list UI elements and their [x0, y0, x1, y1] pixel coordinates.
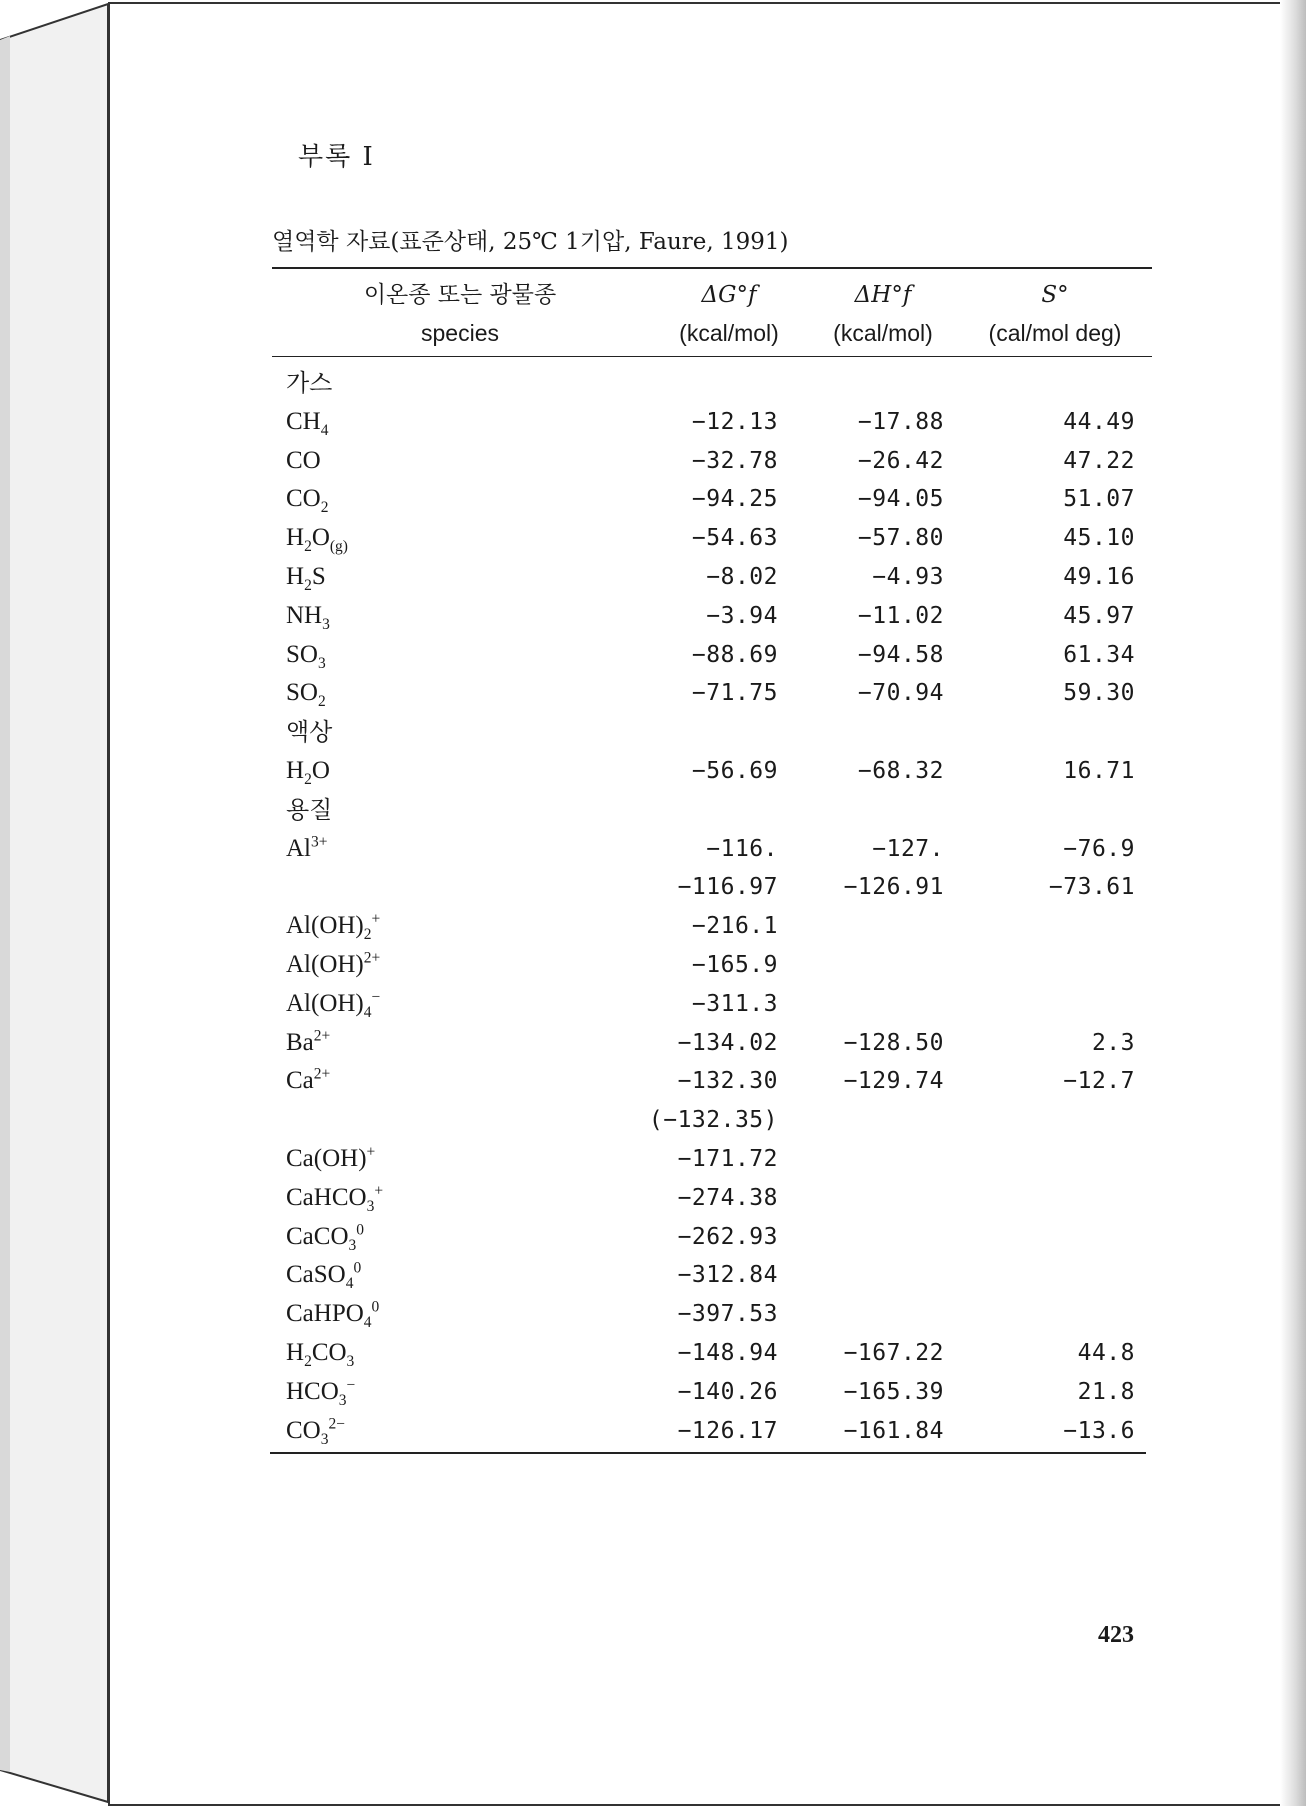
species-subscript: 3 [348, 1236, 357, 1254]
delta-g-value: −165.9 [691, 952, 778, 978]
delta-g-value: −94.25 [691, 486, 778, 513]
species-charge: + [366, 1143, 376, 1161]
page-edge-shadow [1280, 0, 1306, 1806]
table-caption: 열역학 자료(표준상태, 25℃ 1기압, Faure, 1991) [272, 229, 789, 255]
table-bottom-rule [270, 1452, 1146, 1454]
delta-g-value: −171.72 [677, 1146, 778, 1172]
species-base: CH [286, 407, 321, 435]
table-row [286, 1412, 1146, 1450]
book-spine [0, 0, 112, 1806]
table-row [286, 830, 1146, 868]
entropy-value: 47.22 [1063, 447, 1135, 474]
table-row [286, 558, 1146, 596]
delta-h-value: −167.22 [843, 1340, 944, 1366]
entropy-value: 16.71 [1063, 758, 1135, 784]
species-tail-subscript: 3 [346, 1353, 355, 1370]
table-row [286, 597, 1146, 635]
delta-h-value: −126.91 [843, 874, 944, 901]
species-charge: 2+ [363, 949, 381, 967]
column-header-dG-unit: (kcal/mol) [679, 320, 779, 346]
species-base: Al(OH) [286, 912, 364, 940]
delta-g-value: −274.38 [677, 1184, 778, 1211]
delta-h-value: −11.02 [857, 602, 944, 629]
species-base: Ca(OH) [286, 1145, 367, 1172]
delta-g-value: −126.17 [677, 1417, 778, 1444]
table-row [286, 1140, 1146, 1178]
species-subscript: 4 [363, 1314, 372, 1332]
entropy-value: 2.3 [1091, 1029, 1135, 1056]
delta-h-value: −129.74 [843, 1068, 944, 1095]
delta-g-value: −8.02 [706, 564, 778, 590]
species-base: Ca [286, 1067, 314, 1095]
table-row [286, 1101, 1146, 1139]
table-row [286, 946, 1146, 984]
column-header-S-symbol: S° [1041, 282, 1069, 308]
species-charge: − [371, 988, 381, 1006]
entropy-value: 45.10 [1063, 525, 1135, 552]
delta-h-value: −94.05 [857, 486, 944, 513]
species-subscript: 2 [304, 538, 312, 556]
species-base: CO [286, 485, 321, 513]
species-base: CO [286, 446, 321, 474]
column-header-dH-symbol: ΔH°f [854, 282, 912, 308]
species-tail: CO [311, 1339, 347, 1366]
entropy-value: −13.6 [1063, 1417, 1135, 1444]
table-row [286, 1024, 1146, 1062]
species-subscript: 3 [317, 654, 326, 672]
entropy-value: −76.9 [1063, 835, 1135, 862]
delta-g-value: −3.94 [706, 602, 778, 629]
table-row [286, 403, 1146, 441]
delta-g-value: −71.75 [691, 680, 778, 707]
species-base: SO [286, 640, 318, 668]
species-base: CO [286, 1416, 321, 1444]
delta-h-value: −17.88 [857, 408, 944, 435]
entropy-value: 59.30 [1063, 680, 1135, 707]
table-header-rule [272, 356, 1152, 357]
species-base: H [286, 757, 305, 784]
species-subscript: 3 [366, 1197, 375, 1215]
section-row [286, 364, 1146, 402]
species-subscript: 2 [363, 926, 372, 944]
column-header-S-unit: (cal/mol deg) [988, 320, 1122, 346]
table-row [286, 1062, 1146, 1100]
page-number: 423 [1098, 1622, 1134, 1648]
species-base: HCO [286, 1377, 339, 1405]
entropy-value: −73.61 [1048, 874, 1135, 901]
table-row [286, 636, 1146, 674]
species-charge: 3+ [311, 833, 328, 851]
delta-g-value: −88.69 [691, 641, 778, 668]
entropy-value: 21.8 [1077, 1378, 1135, 1405]
species-charge: + [374, 1182, 384, 1200]
table-row [286, 1179, 1146, 1217]
species-base: Ba [286, 1028, 314, 1056]
species-base: H [286, 524, 305, 552]
delta-g-value: −262.93 [677, 1223, 778, 1250]
table-row [286, 985, 1146, 1023]
table-row [286, 519, 1146, 557]
column-header-S [970, 276, 1140, 352]
species-tail: S [311, 563, 326, 590]
section-row [286, 713, 1146, 751]
column-header-dH [808, 276, 958, 352]
section-row [286, 791, 1146, 829]
entropy-value: 49.16 [1063, 564, 1135, 590]
table-row [286, 1334, 1146, 1372]
species-charge: 2− [328, 1415, 345, 1433]
entropy-value: 61.34 [1063, 641, 1135, 668]
species-tail: O [311, 757, 330, 784]
table-row [286, 907, 1146, 945]
species-charge: 0 [356, 1221, 364, 1239]
column-header-dH-unit: (kcal/mol) [833, 320, 933, 346]
appendix-header: 부록 I [298, 142, 375, 172]
delta-g-value: −148.94 [677, 1340, 778, 1366]
table-row [286, 442, 1146, 480]
section-label: 액상 [286, 718, 333, 747]
species-base: CaHPO [286, 1300, 364, 1328]
delta-h-value: −70.94 [857, 680, 944, 707]
species-base: H [286, 1339, 305, 1366]
species-base: CaCO [286, 1222, 349, 1250]
delta-h-value: −127. [872, 835, 944, 862]
species-base: Al(OH) [286, 951, 364, 978]
species-subscript: 2 [304, 771, 312, 788]
table-row [286, 752, 1146, 790]
species-charge: + [371, 910, 381, 928]
delta-g-value: −216.1 [691, 913, 778, 940]
section-label: 용질 [286, 795, 333, 824]
delta-g-value: −116.97 [677, 874, 778, 901]
delta-g-value: −311.3 [691, 990, 778, 1017]
delta-h-value: −128.50 [843, 1029, 944, 1056]
delta-g-value: −54.63 [691, 525, 778, 552]
entropy-value: 51.07 [1063, 486, 1135, 513]
table-row [286, 1295, 1146, 1333]
delta-g-value: −140.26 [677, 1378, 778, 1405]
table-row [286, 674, 1146, 712]
entropy-value: −12.7 [1063, 1068, 1135, 1095]
species-tail-subscript: (g) [329, 538, 348, 556]
species-subscript: 2 [304, 1353, 312, 1370]
delta-g-value: −312.84 [677, 1262, 778, 1289]
delta-h-value: −4.93 [872, 564, 944, 590]
entropy-value: 44.49 [1063, 408, 1135, 435]
delta-g-value: −116. [706, 835, 778, 862]
table-top-rule [272, 267, 1152, 269]
table-row [286, 868, 1146, 906]
delta-h-value: −57.80 [857, 525, 944, 552]
species-charge: 0 [353, 1260, 362, 1278]
section-label: 가스 [286, 369, 333, 397]
species-base: Al [286, 834, 311, 862]
species-base: CaSO [286, 1261, 346, 1289]
species-base: NH [286, 601, 323, 629]
species-subscript: 2 [320, 499, 329, 517]
table-row [286, 1373, 1146, 1411]
delta-g-value: (−132.35) [648, 1107, 778, 1134]
delta-g-value: −56.69 [691, 758, 778, 784]
species-subscript: 3 [338, 1391, 347, 1409]
delta-h-value: −26.42 [857, 447, 944, 474]
table-row [286, 1256, 1146, 1294]
species-subscript: 4 [320, 421, 329, 439]
entropy-value: 45.97 [1063, 602, 1135, 629]
delta-h-value: −94.58 [857, 641, 944, 668]
species-charge: 2+ [313, 1066, 331, 1084]
entropy-value: 44.8 [1077, 1340, 1135, 1366]
species-subscript: 4 [345, 1275, 354, 1293]
delta-g-value: −32.78 [691, 447, 778, 474]
species-base: CaHCO [286, 1183, 367, 1211]
species-base: SO [286, 679, 318, 707]
delta-h-value: −161.84 [843, 1417, 944, 1444]
species-base: H [286, 563, 305, 590]
species-charge: 0 [371, 1298, 380, 1316]
species-subscript: 2 [317, 693, 326, 711]
delta-g-value: −132.30 [677, 1068, 778, 1095]
species-base: Al(OH) [286, 989, 364, 1017]
column-header-species-ko: 이온종 또는 광물종 [363, 282, 557, 308]
delta-h-value: −68.32 [857, 758, 944, 784]
species-subscript: 4 [363, 1003, 372, 1021]
column-header-species-en: species [421, 320, 499, 346]
species-charge: 2+ [313, 1027, 331, 1045]
table-row [286, 480, 1146, 518]
species-subscript: 2 [304, 577, 312, 594]
delta-g-value: −134.02 [677, 1029, 778, 1056]
delta-g-value: −12.13 [691, 408, 778, 435]
species-subscript: 3 [320, 1430, 329, 1448]
column-header-species [300, 276, 620, 352]
species-subscript: 3 [322, 615, 330, 633]
column-header-dG-symbol: ΔG°f [701, 282, 757, 308]
column-header-dG [654, 276, 804, 352]
delta-h-value: −165.39 [843, 1378, 944, 1405]
species-tail: O [311, 524, 330, 552]
species-charge: − [346, 1376, 356, 1394]
table-row [286, 1218, 1146, 1256]
delta-g-value: −397.53 [677, 1301, 778, 1328]
